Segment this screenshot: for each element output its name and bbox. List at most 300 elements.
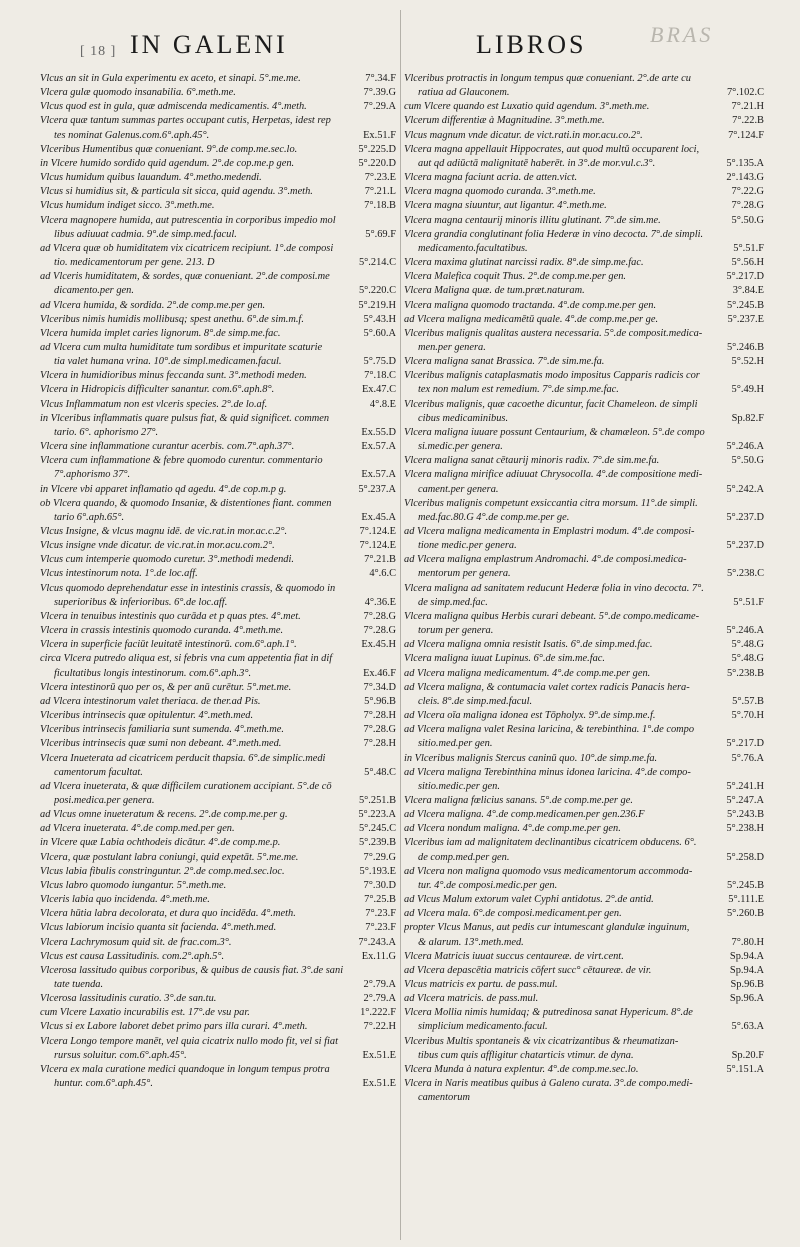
entry-text: Vlceribus Multis spontaneis & vix cicatrizantibus & rheumatizan- — [404, 1035, 679, 1047]
index-entry-continuation — [404, 440, 764, 454]
entry-text: ad Vlcera mala. 6°.de composi.medicament.per gen. — [404, 908, 622, 920]
entry-text: 7°.aphorismo 37°. — [54, 469, 131, 481]
entry-text: Vlcera magna siuuntur, aut ligantur. 4°.meth.me. — [404, 200, 607, 212]
index-entry — [40, 822, 396, 836]
entry-reference: Ex.47.C — [361, 384, 396, 396]
entry-text: tur. 4°.de composi.medic.per gen. — [418, 879, 558, 891]
index-entry — [404, 114, 764, 128]
index-entry — [40, 752, 396, 766]
entry-text: Vlcus cum intemperie quomodo curetur. 3°.methodi medendi. — [40, 554, 294, 566]
entry-text: tex non malum est remedium. 7°.de simp.me.fac. — [418, 384, 619, 396]
entry-reference: 7°.23.E — [364, 172, 396, 184]
entry-text: Vlcus insigne vnde dicatur. de vic.rat.in mor.acu.com.2°. — [40, 540, 275, 552]
index-entry — [40, 369, 396, 383]
entry-text: ad Vlcera oīa maligna idonea est Tōpholyx. 9°.de simp.me.f. — [404, 710, 656, 722]
index-entry — [404, 553, 764, 567]
index-entry-continuation — [40, 256, 396, 270]
entry-text: Vlcera Malefica coquit Thus. 2°.de comp.me.per gen. — [404, 271, 627, 283]
index-entry — [40, 851, 396, 865]
entry-text: Vlcera Maligna quæ. de tum.præt.naturam. — [404, 285, 585, 297]
index-entry — [40, 383, 396, 397]
index-entry — [40, 412, 396, 426]
entry-text: cleis. 8°.de simp.med.facul. — [418, 695, 533, 707]
entry-text: tario. 6°. aphorismo 27°. — [54, 426, 159, 438]
index-entry — [40, 341, 396, 355]
entry-text: Vlcera in humidioribus minus feccanda sunt. 3°.methodi meden. — [40, 370, 307, 382]
index-entry — [40, 624, 396, 638]
entry-text: Vlcera magnopere humida, aut putrescentia in corporibus impedio mol — [40, 214, 336, 226]
entry-reference: 5°.246.A — [726, 441, 764, 453]
index-entry — [40, 539, 396, 553]
entry-text: ad Vlcera maligna valet Resina laricina, & terebinthina. 1°.de compo — [404, 724, 695, 736]
entry-text: medicamento.facultatibus. — [418, 242, 528, 254]
index-entry — [404, 752, 764, 766]
index-entry — [40, 652, 396, 666]
running-title-right: LIBROS — [476, 30, 587, 59]
index-entry — [404, 299, 764, 313]
index-entry — [40, 199, 396, 213]
entry-text: Vlceribus intrinsecis quæ sumi non debeant. 4°.meth.med. — [40, 738, 282, 750]
index-entry — [40, 1035, 396, 1049]
entry-reference: 5°.214.C — [358, 257, 396, 269]
entry-text: Vlcera Munda à natura explentur. 4°.de comp.me.sec.lo. — [404, 1063, 639, 1075]
index-entry — [40, 936, 396, 950]
entry-reference: 5°.258.D — [726, 851, 764, 863]
entry-reference: 5°.76.A — [731, 752, 764, 764]
entry-reference: Sp.96.A — [729, 993, 764, 1005]
entry-reference: 2°.79.A — [363, 979, 396, 990]
entry-reference: 5°.51.F — [733, 242, 764, 254]
entry-reference: 5°.69.F — [365, 228, 396, 240]
index-entry-continuation — [40, 228, 396, 242]
entry-text: Vlcus quod est in gula, quæ admiscenda medicamentis. 4°.meth. — [40, 101, 307, 113]
index-entry — [40, 723, 396, 737]
index-entry — [404, 1063, 764, 1077]
entry-text: Vlcera cum inflammatione & febre quomodo curentur. commentario — [40, 455, 323, 467]
index-entry-continuation — [404, 624, 764, 638]
entry-reference: 1°.222.F — [360, 1007, 396, 1019]
entry-text: ad Vlcera intestinorum valet theriaca. de ther.ad Pis. — [40, 695, 261, 707]
entry-reference: 5°.251.B — [358, 794, 396, 806]
index-entry — [404, 398, 764, 412]
index-entry-continuation — [404, 936, 764, 950]
index-entry — [40, 907, 396, 921]
index-entry — [40, 398, 396, 412]
entry-reference: Sp.20.F — [731, 1049, 764, 1061]
entry-text: ad Vlcera maligna. 4°.de comp.medicamen.per gen.236.F — [404, 809, 645, 821]
entry-text: in Vlcere vbi apparet inflamatio qd agedu. 4°.de cop.m.p g. — [40, 483, 287, 495]
entry-text: Vlcera maligna fœlicius sanans. 5°.de comp.me.per ge. — [404, 794, 633, 806]
index-entry — [40, 610, 396, 624]
index-entry — [40, 185, 396, 199]
index-entry — [404, 950, 764, 964]
entry-reference: 7°.102.C — [726, 87, 764, 99]
index-entry — [404, 723, 764, 737]
entry-text: ad Vlcera depascētia matricis cōfert succ° cētaureæ. de vir. — [404, 964, 652, 976]
entry-text: mentorum per genera. — [418, 568, 511, 580]
index-entry — [404, 214, 764, 228]
entry-reference: Ex.45.A — [361, 511, 396, 523]
entry-reference: 7°.29.G — [363, 851, 396, 863]
entry-text: ad Vlcera cum multa humiditate tum sordibus et impuritate scaturie — [40, 341, 323, 353]
index-entry — [40, 440, 396, 454]
entry-text: Vlcera in Hidropicis difficulter sanantur. com.6°.aph.8°. — [40, 384, 275, 396]
entry-reference: 7°.80.H — [731, 936, 764, 948]
entry-text: Vlcera maligna ad sanitatem reducunt Hederæ folia in vino decocta. 7°. — [404, 582, 704, 594]
entry-text: ad Vlcera nondum maligna. 4°.de comp.me.per gen. — [404, 823, 621, 835]
entry-text: Vlceribus malignis qualitas austera necessaria. 5°.de composit.medica- — [404, 327, 703, 339]
index-entry-continuation — [40, 667, 396, 681]
entry-text: Vlcera maligna iuuare possunt Centaurium, & chamæleon. 5°.de compo — [404, 426, 705, 438]
entry-text: med.fac.80.G 4°.de comp.me.per ge. — [418, 511, 570, 523]
index-entry — [404, 709, 764, 723]
entry-reference: 5°.245.B — [726, 299, 764, 311]
index-entry-continuation — [40, 511, 396, 525]
entry-reference: 5°.49.H — [731, 384, 764, 396]
entry-text: tione medic.per genera. — [418, 540, 517, 552]
entry-reference: 5°.48.G — [731, 653, 764, 665]
entry-text: libus adiuuat cadmia. 9°.de simp.med.facul. — [54, 228, 237, 240]
index-entry-continuation — [404, 1091, 764, 1105]
entry-text: Vlcera Matricis iuuat succus centaureæ. de virt.cent. — [404, 950, 624, 962]
entry-reference: 5°.48.G — [731, 639, 764, 651]
index-entry — [40, 709, 396, 723]
entry-reference: 4°.36.E — [364, 596, 396, 608]
index-entry-continuation — [404, 879, 764, 893]
entry-text: camentorum — [418, 1092, 470, 1104]
entry-text: ad Vlcera maligna emplastrum Andromachi. 4°.de composi.medica- — [404, 554, 687, 566]
index-entry-continuation — [40, 596, 396, 610]
entry-text: ad Vlcera humida, & sordida. 2°.de comp.me.per gen. — [40, 299, 266, 311]
index-entry — [40, 483, 396, 497]
index-entry-continuation — [40, 978, 396, 992]
entry-reference: 5°.225.D — [358, 143, 396, 155]
index-entry — [404, 143, 764, 157]
entry-reference: Ex.57.A — [361, 469, 396, 481]
index-entry-continuation — [404, 157, 764, 171]
entry-text: Vlcera intestinorū quo per os, & per anū curētur. 5°.met.me. — [40, 681, 292, 693]
index-entry — [40, 313, 396, 327]
index-entry — [40, 525, 396, 539]
entry-reference: 7°.18.B — [364, 200, 396, 212]
entry-text: Vlcera Mollia nimis humidaq; & putredinosa sanat Hypericum. 8°.de — [404, 1007, 693, 1019]
entry-reference: 7°.25.B — [364, 894, 396, 906]
entry-text: ad Vlcera maligna medicamentum. 4°.de comp.me.per gen. — [404, 667, 651, 679]
entry-text: ad Vlcus Malum extorum valet Cyphi antidotus. 2°.de antid. — [404, 894, 654, 906]
entry-reference: 4°.8.E — [369, 398, 396, 410]
entry-text: Vlcera humida implet caries lignorum. 8°.de simp.me.fac. — [40, 327, 281, 339]
entry-reference: 5°.56.H — [731, 257, 764, 269]
index-entry — [404, 355, 764, 369]
entry-text: Vlcus labro quomodo iungantur. 5°.meth.me. — [40, 879, 227, 891]
entry-reference: 7°.124.E — [359, 540, 396, 552]
index-entry — [404, 907, 764, 921]
entry-text: torum per genera. — [418, 625, 494, 637]
entry-reference: Ex.55.D — [361, 426, 396, 438]
entry-text: Vlceribus protractis in longum tempus quæ conueniant. 2°.de arte cu — [404, 73, 691, 84]
entry-reference: 5°.151.A — [726, 1063, 764, 1075]
index-entry — [404, 992, 764, 1006]
index-entry — [40, 299, 396, 313]
index-entry-continuation — [404, 737, 764, 751]
entry-text: cum Vlcere quando est Luxatio quid agendum. 3°.meth.me. — [404, 101, 650, 113]
entry-text: Vlcera maligna sanat Brassica. 7°.de sim.me.fa. — [404, 356, 605, 368]
index-entry-continuation — [404, 596, 764, 610]
entry-reference: Ex.46.F — [363, 667, 396, 679]
entry-reference: Sp.96.B — [730, 979, 764, 990]
entry-text: Vlcera ex mala curatione medici quandoque in longum tempus protra — [40, 1063, 330, 1075]
entry-reference: 5°.50.G — [731, 455, 764, 467]
index-entry — [40, 879, 396, 893]
entry-text: Vlcus labia fibulis constringuntur. 2°.de comp.med.sec.loc. — [40, 865, 285, 877]
index-entry-continuation — [404, 341, 764, 355]
entry-reference: 5°.238.C — [726, 568, 764, 580]
entry-text: tia valet humana vrina. 10°.de simpl.medicamen.facul. — [54, 356, 282, 368]
index-entry-continuation — [404, 695, 764, 709]
index-entry — [40, 327, 396, 341]
entry-reference: 5°.52.H — [731, 356, 764, 368]
entry-reference: 3°.84.E — [732, 285, 764, 297]
entry-reference: 5°.70.H — [731, 710, 764, 722]
index-entry — [404, 327, 764, 341]
entry-text: dicamento.per gen. — [54, 285, 134, 297]
index-entry — [404, 638, 764, 652]
index-entry-continuation — [404, 1020, 764, 1034]
index-entry-continuation — [404, 1049, 764, 1063]
entry-text: Vlcus humidum quibus lauandum. 4°.metho.medendi. — [40, 172, 262, 184]
entry-text: cibus medicaminibus. — [418, 412, 509, 424]
index-entry-continuation — [404, 86, 764, 100]
entry-reference: 5°.135.A — [726, 157, 764, 169]
entry-text: tes nominat Galenus.com.6°.aph.45°. — [54, 129, 210, 141]
entry-text: Vlcera maligna quibus Herbis curari debeant. 5°.de compo.medicame- — [404, 610, 700, 622]
entry-text: cum Vlcere Laxatio incurabilis est. 17°.de vsu par. — [40, 1007, 250, 1019]
entry-reference: 5°.239.B — [358, 837, 396, 849]
entry-reference: 7°.124.E — [359, 526, 396, 537]
entry-reference: 5°.220.C — [358, 285, 396, 297]
index-column-right — [404, 72, 764, 1105]
index-entry — [404, 1077, 764, 1091]
entry-text: in Vlceribus inflammatis quare pulsus fiat, & quid significet. commen — [40, 412, 330, 424]
bleed-through-text: BRAS — [650, 22, 714, 47]
entry-reference: 7°.28.H — [363, 710, 396, 722]
entry-reference: 7°.22.H — [363, 1021, 396, 1033]
entry-reference: 7°.23.F — [365, 922, 396, 934]
index-entry — [40, 582, 396, 596]
index-entry — [40, 72, 396, 86]
index-entry — [404, 681, 764, 695]
entry-reference: Ex.11.G — [361, 950, 396, 962]
index-entry — [404, 525, 764, 539]
index-entry — [404, 652, 764, 666]
entry-reference: Ex.45.H — [361, 639, 396, 651]
entry-reference: 5°.50.G — [731, 214, 764, 226]
index-entry — [40, 1063, 396, 1077]
entry-reference: Sp.94.A — [729, 950, 764, 962]
entry-reference: 7°.34.F — [365, 73, 396, 84]
entry-text: Vlcus si ex Labore laboret debet primo pars illa curari. 4°.meth. — [40, 1021, 308, 1033]
entry-reference: 7°.39.G — [363, 87, 396, 99]
entry-reference: 5°.219.H — [358, 299, 396, 311]
entry-text: ratiua ad Glauconem. — [418, 87, 510, 99]
index-entry — [404, 978, 764, 992]
entry-reference: Sp.82.F — [731, 412, 764, 424]
entry-text: Vlceribus intrinsecis familiaria sunt sumenda. 4°.meth.me. — [40, 724, 284, 736]
entry-reference: 5°.242.A — [726, 483, 764, 495]
index-entry-continuation — [404, 567, 764, 581]
index-entry — [40, 454, 396, 468]
index-entry — [404, 256, 764, 270]
index-entry — [404, 454, 764, 468]
index-entry — [40, 836, 396, 850]
entry-text: Vlcus quomodo deprehendatur esse in intestinis crassis, & quomodo in — [40, 582, 336, 594]
entry-text: Vlcus matricis ex partu. de pass.mul. — [404, 979, 558, 990]
entry-reference: Ex.51.E — [362, 1049, 396, 1061]
index-entry — [40, 964, 396, 978]
index-entry-continuation — [404, 511, 764, 525]
entry-text: ad Vlcera maligna medicamenta in Emplastri modum. 4°.de composi- — [404, 526, 695, 537]
entry-text: posi.medica.per genera. — [54, 794, 155, 806]
entry-text: Vlcera maligna mirifice adiuuat Chrysocolla. 4°.de compositione medi- — [404, 469, 703, 481]
index-entry — [404, 284, 764, 298]
entry-reference: 7°.28.G — [731, 200, 764, 212]
entry-text: Vlcerum differentiæ à Magnitudine. 3°.meth.me. — [404, 115, 605, 127]
index-entry-continuation — [40, 1077, 396, 1091]
entry-text: in Vlceribus malignis Stercus caninū quo. 10°.de simp.me.fa. — [404, 752, 658, 764]
entry-text: Vlcera Inueterata ad cicatricem perducit thapsia. 6°.de simplic.medi — [40, 752, 326, 764]
entry-reference: 5°.193.E — [359, 865, 396, 877]
entry-text: si.medic.per genera. — [418, 441, 503, 453]
entry-text: ad Vlcera inueterata. 4°.de comp.med.per gen. — [40, 823, 235, 835]
entry-text: Vlceribus malignis, quæ cacoethe dicuntur, facit Chameleon. de simpli — [404, 398, 698, 410]
entry-text: tio. medicamentorum per gene. 213. D — [54, 257, 215, 269]
entry-reference: 5°.48.C — [364, 766, 396, 778]
index-entry — [40, 695, 396, 709]
index-entry — [404, 667, 764, 681]
entry-text: Vlcerosa lassitudo quibus corporibus, & quibus de causis fiat. 3°.de sani — [40, 964, 344, 976]
entry-reference: 5°.237.A — [358, 483, 396, 495]
entry-reference: 5°.237.D — [726, 511, 764, 523]
entry-text: simplicium medicamento.facul. — [418, 1021, 548, 1033]
entry-text: ficultatibus longis intestinorum. com.6°.aph.3°. — [54, 667, 252, 679]
entry-text: Vlcera in tenuibus intestinis quo curāda et p quas ptes. 4°.met. — [40, 610, 301, 622]
index-entry — [40, 497, 396, 511]
index-entry — [404, 199, 764, 213]
index-entry — [40, 86, 396, 100]
entry-reference: 7°.30.D — [363, 879, 396, 891]
entry-text: Vlcera maligna quomodo tractanda. 4°.de comp.me.per gen. — [404, 299, 657, 311]
index-entry-continuation — [404, 383, 764, 397]
entry-reference: 5°.238.B — [726, 667, 764, 679]
entry-text: Vlcerosa lassitudinis curatio. 3°.de san.tu. — [40, 993, 217, 1005]
index-entry — [404, 1035, 764, 1049]
index-entry-continuation — [404, 412, 764, 426]
index-entry — [404, 964, 764, 978]
index-entry — [40, 893, 396, 907]
index-column-left — [40, 72, 396, 1091]
entry-reference: 5°.96.B — [364, 695, 396, 707]
index-entry — [404, 129, 764, 143]
entry-reference: 5°.245.B — [726, 879, 764, 891]
entry-text: in Vlcere quæ Labia ochthodeis dicātur. 4°.de comp.me.p. — [40, 837, 281, 849]
index-entry — [404, 171, 764, 185]
running-title-left: IN GALENI — [130, 30, 288, 59]
entry-text: ob Vlcera quando, & quomodo Insaniæ, & distentiones fiant. commen — [40, 497, 332, 509]
entry-reference: 5°.238.H — [726, 823, 764, 835]
index-entry-continuation — [40, 766, 396, 780]
entry-reference: 5°.237.E — [727, 313, 764, 325]
entry-text: Vlcera in Naris meatibus quibus à Galeno curata. 3°.de compo.medi- — [404, 1078, 693, 1090]
entry-text: Vlceribus iam ad malignitatem declinantibus cicatricem obducens. 6°. — [404, 837, 697, 849]
entry-reference: 5°.217.D — [726, 738, 764, 750]
entry-reference: 7°.23.F — [365, 908, 396, 920]
entry-reference: 5°.237.D — [726, 540, 764, 552]
entry-reference: 7°.28.G — [363, 724, 396, 736]
index-entry — [404, 582, 764, 596]
entry-reference: 5°.243.B — [726, 809, 764, 821]
entry-text: men.per genera. — [418, 341, 486, 353]
entry-text: de comp.med.per gen. — [418, 851, 510, 863]
index-entry — [404, 1006, 764, 1020]
index-entry — [404, 100, 764, 114]
index-entry — [404, 822, 764, 836]
entry-text: Vlcera hūtia labra decolorata, et dura quo incidēda. 4°.meth. — [40, 908, 296, 920]
entry-text: tario 6°.aph.65°. — [54, 511, 125, 523]
entry-reference: 5°.247.A — [726, 794, 764, 806]
entry-text: Vlcera grandia conglutinant folia Hederæ in vino decocta. 7°.de simpli. — [404, 228, 704, 240]
entry-text: Vlcera, quæ postulant labra coniungi, quid expetāt. 5°.me.me. — [40, 851, 299, 863]
entry-text: Vlcera in crassis intestinis quomodo curanda. 4°.meth.me. — [40, 625, 284, 637]
entry-reference: 7°.21.L — [364, 186, 396, 198]
entry-reference: 7°.124.F — [728, 129, 764, 141]
entry-text: Vlcera maligna sanat cētaurij minoris radix. 7°.de sim.me.fa. — [404, 455, 660, 467]
page-number: [ 18 ] — [80, 44, 117, 59]
entry-reference: 5°.223.A — [358, 809, 396, 821]
entry-text: in Vlcere humido sordido quid agendum. 2°.de cop.me.p gen. — [40, 157, 295, 169]
entry-reference: 7°.22.B — [732, 115, 764, 127]
column-gutter — [400, 10, 401, 1240]
entry-text: sitio.med.per gen. — [418, 738, 493, 750]
index-entry — [404, 610, 764, 624]
entry-text: rursus soluitur. com.6°.aph.45°. — [54, 1049, 187, 1061]
index-entry — [40, 780, 396, 794]
entry-reference: Ex.51.F — [363, 129, 396, 141]
entry-reference: 5°.260.B — [726, 908, 764, 920]
entry-text: ad Vlcera maligna omnia resistit Isatis. 6°.de simp.med.fac. — [404, 639, 653, 651]
entry-text: Vlcus Inflammatum non est vlceris species. 2°.de lo.af. — [40, 398, 268, 410]
entry-text: Vlcus humidum indiget sicco. 3°.meth.me. — [40, 200, 215, 212]
entry-text: ad Vlcera inueterata, & quæ difficilem curationem accipiant. 5°.de cō — [40, 780, 332, 792]
index-entry — [40, 865, 396, 879]
index-entry-continuation — [40, 355, 396, 369]
index-entry — [40, 214, 396, 228]
entry-reference: 5°.245.C — [358, 823, 396, 835]
entry-reference: Sp.94.A — [729, 964, 764, 976]
entry-text: Vlcus si humidius sit, & particula sit sicca, quid agendu. 3°.meth. — [40, 186, 313, 198]
entry-text: Vlcera Lachrymosum quid sit. de frac.com.3°. — [40, 936, 232, 948]
index-entry — [404, 794, 764, 808]
entry-reference: 5°.217.D — [726, 271, 764, 283]
entry-reference: 4°.6.C — [369, 568, 396, 580]
entry-text: Vlcera magna centaurij minoris illitu glutinant. 7°.de sim.me. — [404, 214, 661, 226]
index-entry-continuation — [40, 426, 396, 440]
entry-text: propter Vlcus Manus, aut pedis cur intumescant glandulæ inguinum, — [404, 922, 690, 934]
index-entry — [404, 369, 764, 383]
index-entry — [40, 921, 396, 935]
entry-text: ad Vlcus omne inueteratum & recens. 2°.de comp.me.per g. — [40, 809, 288, 821]
index-entry — [40, 681, 396, 695]
entry-reference: 2°.143.G — [726, 172, 764, 184]
